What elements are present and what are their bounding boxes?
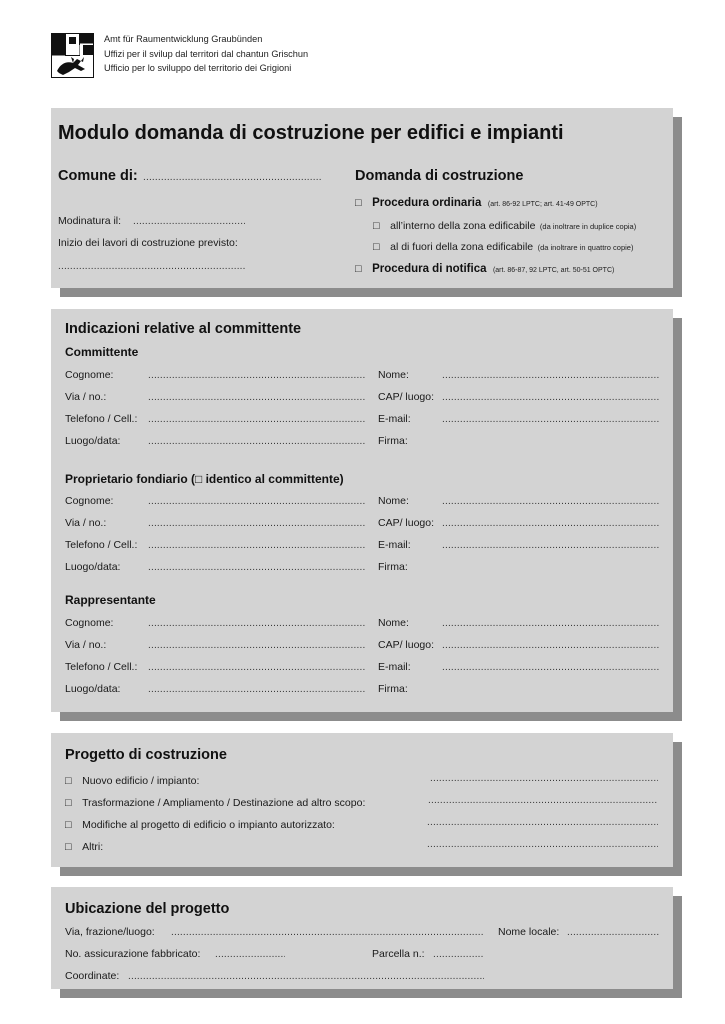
telefono-field[interactable]: [148, 414, 365, 425]
luogo-data-label: Luogo/data:: [65, 435, 121, 447]
comune-field[interactable]: [143, 172, 321, 183]
coordinate-field[interactable]: [128, 971, 484, 982]
form-title: Modulo domanda di costruzione per edifici e impianti: [58, 122, 564, 144]
luogo-data-label: Luogo/data:: [65, 683, 121, 695]
cap-luogo-field[interactable]: [442, 640, 659, 651]
comune-label: Comune di:: [58, 168, 138, 184]
nome-locale-label: Nome locale:: [498, 926, 560, 938]
cognome-label: Cognome:: [65, 617, 114, 629]
cognome-label: Cognome:: [65, 495, 114, 507]
proprietario-group-title: Proprietario fondiario (□ identico al committente): [65, 472, 344, 486]
progetto-altri-field[interactable]: [427, 839, 658, 850]
telefono-field[interactable]: [148, 662, 365, 673]
nome-locale-field[interactable]: [567, 927, 659, 938]
zona-esterna-note: (da inoltrare in quattro copie): [537, 243, 634, 252]
checkbox-icon[interactable]: □: [355, 197, 362, 209]
progetto-option-modifiche[interactable]: [65, 815, 335, 833]
email-label: E-mail:: [378, 661, 411, 673]
procedura-notifica-ref: (art. 86-87, 92 LPTC, art. 50-51 OPTC): [492, 267, 615, 274]
procedura-ordinaria-ref: (art. 86-92 LPTC; art. 41-49 OPTC): [487, 201, 598, 208]
zona-interna-note: (da inoltrare in duplice copia): [539, 222, 637, 231]
luogo-data-field[interactable]: [148, 684, 365, 695]
zona-interna-label: all’interno della zona edificabile: [390, 220, 536, 232]
nome-field[interactable]: [442, 618, 659, 629]
cap-luogo-field[interactable]: [442, 392, 659, 403]
luogo-data-field[interactable]: [148, 562, 365, 573]
rappresentante-group-title: Rappresentante: [65, 593, 156, 607]
firma-label: Firma:: [378, 683, 408, 695]
email-field[interactable]: [442, 540, 659, 551]
email-label: E-mail:: [378, 413, 411, 425]
procedura-notifica-option[interactable]: [355, 259, 614, 277]
nome-label: Nome:: [378, 369, 409, 381]
progetto-nuovo-field[interactable]: [430, 773, 658, 784]
cognome-field[interactable]: [148, 496, 365, 507]
cap-luogo-field[interactable]: [442, 518, 659, 529]
email-label: E-mail:: [378, 539, 411, 551]
graubuenden-coat-of-arms-logo: [51, 33, 94, 78]
office-name-italian: Ufficio per lo sviluppo del territorio dei Grigioni: [104, 63, 292, 73]
via-frazione-field[interactable]: [171, 927, 483, 938]
cognome-field[interactable]: [148, 618, 365, 629]
email-field[interactable]: [442, 662, 659, 673]
checkbox-icon[interactable]: □: [373, 220, 380, 232]
zona-esterna-label: al di fuori della zona edificabile: [390, 241, 534, 253]
progetto-option-trasformazione[interactable]: [65, 793, 365, 811]
via-field[interactable]: [148, 518, 365, 529]
assicurazione-field[interactable]: [215, 949, 285, 960]
parcella-field[interactable]: [433, 949, 483, 960]
checkbox-icon[interactable]: □: [65, 797, 72, 809]
coordinate-label: Coordinate:: [65, 970, 120, 982]
ubicazione-section-title: Ubicazione del progetto: [65, 901, 230, 917]
office-name-romansh: Uffizi per il svilup dal territori dal chantun Grischun: [104, 48, 309, 59]
committente-section-title: Indicazioni relative al committente: [65, 321, 302, 337]
via-label: Via / no.:: [65, 517, 107, 529]
procedura-ordinaria-label: Procedura ordinaria: [372, 197, 482, 209]
progetto-option-label: Trasformazione / Ampliamento / Destinazione ad altro scopo:: [82, 797, 366, 809]
checkbox-icon[interactable]: □: [373, 241, 380, 253]
progetto-option-label: Altri:: [82, 841, 104, 853]
nome-field[interactable]: [442, 370, 659, 381]
inizio-lavori-field[interactable]: [58, 261, 245, 272]
progetto-trasformazione-field[interactable]: [428, 795, 658, 806]
procedura-notifica-label: Procedura di notifica: [372, 263, 487, 275]
telefono-label: Telefono / Cell.:: [65, 661, 138, 673]
telefono-label: Telefono / Cell.:: [65, 539, 138, 551]
telefono-field[interactable]: [148, 540, 365, 551]
firma-label: Firma:: [378, 561, 408, 573]
progetto-option-nuovo[interactable]: [65, 771, 199, 789]
progetto-modifiche-field[interactable]: [427, 817, 658, 828]
progetto-option-label: Modifiche al progetto di edificio o impianto autorizzato:: [82, 819, 335, 831]
cognome-label: Cognome:: [65, 369, 114, 381]
nome-label: Nome:: [378, 495, 409, 507]
email-field[interactable]: [442, 414, 659, 425]
zona-esterna-option[interactable]: [373, 237, 633, 255]
assicurazione-label: No. assicurazione fabbricato:: [65, 948, 201, 960]
via-label: Via / no.:: [65, 391, 107, 403]
checkbox-icon[interactable]: □: [65, 841, 72, 853]
telefono-label: Telefono / Cell.:: [65, 413, 138, 425]
checkbox-icon[interactable]: □: [65, 819, 72, 831]
cap-luogo-label: CAP/ luogo:: [378, 517, 435, 529]
checkbox-icon[interactable]: □: [355, 263, 362, 275]
firma-label: Firma:: [378, 435, 408, 447]
nome-field[interactable]: [442, 496, 659, 507]
nome-label: Nome:: [378, 617, 409, 629]
zona-interna-option[interactable]: [373, 216, 636, 234]
luogo-data-field[interactable]: [148, 436, 365, 447]
via-frazione-label: Via, frazione/luogo:: [65, 926, 155, 938]
progetto-option-label: Nuovo edificio / impianto:: [82, 775, 200, 787]
luogo-data-label: Luogo/data:: [65, 561, 121, 573]
letterhead: [50, 31, 470, 81]
parcella-label: Parcella n.:: [372, 948, 425, 960]
cap-luogo-label: CAP/ luogo:: [378, 639, 435, 651]
modinatura-field[interactable]: [133, 216, 245, 227]
checkbox-icon[interactable]: □: [65, 775, 72, 787]
modinatura-label: Modinatura il:: [58, 215, 122, 227]
via-field[interactable]: [148, 640, 365, 651]
cap-luogo-label: CAP/ luogo:: [378, 391, 435, 403]
cognome-field[interactable]: [148, 370, 365, 381]
via-label: Via / no.:: [65, 639, 107, 651]
domanda-title: Domanda di costruzione: [355, 168, 524, 184]
office-name-german: Amt für Raumentwicklung Graubünden: [104, 34, 263, 44]
progetto-section-title: Progetto di costruzione: [65, 747, 227, 763]
progetto-option-altri[interactable]: [65, 837, 103, 855]
procedura-ordinaria-option[interactable]: [355, 193, 598, 211]
committente-group-title: Committente: [65, 345, 139, 359]
inizio-lavori-label: Inizio dei lavori di costruzione previsto:: [58, 237, 238, 249]
via-field[interactable]: [148, 392, 365, 403]
